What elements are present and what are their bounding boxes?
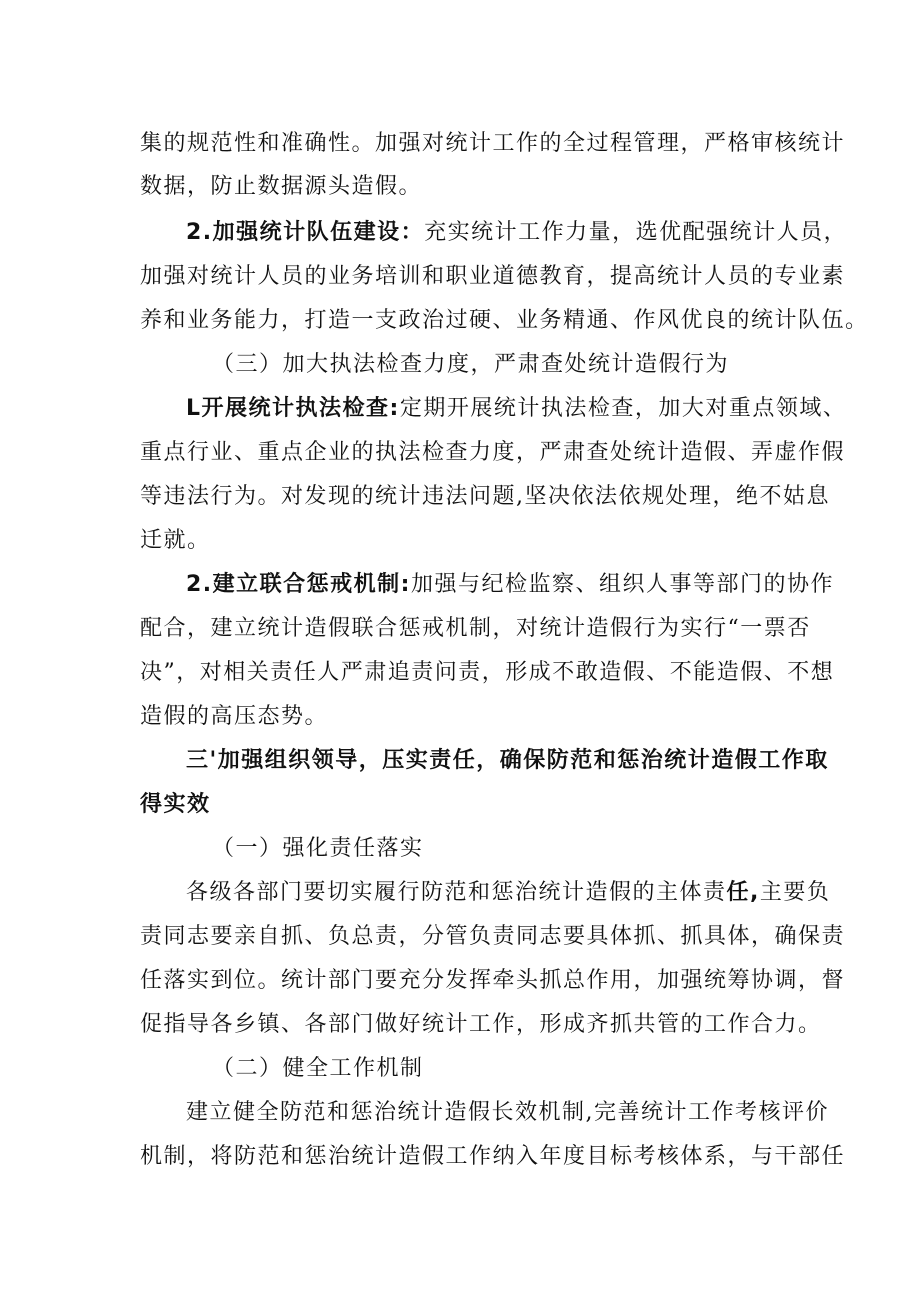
body-line: 决”，对相关责任人严肃追责问责，形成不敢造假、不能造假、不想 (140, 660, 835, 685)
chapter-heading: 三'加强组织领导，压实责任，确保防范和惩治统计造假工作取 (186, 748, 829, 773)
body-line: 机制，将防范和惩治统计造假工作纳入年度目标考核体系，与干部任 (140, 1144, 846, 1169)
body-line: 建立健全防范和惩治统计造假长效机制,完善统计工作考核评价 (186, 1100, 829, 1125)
body-line: 迁就。 (140, 528, 211, 553)
body-line: 任落实到位。统计部门要充分发挥牵头抓总作用，加强统筹协调，督 (140, 968, 846, 993)
body-line: 配合，建立统计造假联合惩戒机制，对统计造假行为实行“一票否 (140, 616, 811, 641)
body-line: 加强对统计人员的业务培训和职业道德教育，提高统计人员的专业素 (140, 264, 846, 289)
body-line: 等违法行为。对发现的统计违法问题,坚决依法依规处理，绝不姑息 (140, 484, 830, 509)
body-line: 促指导各乡镇、各部门做好统计工作，形成齐抓共管的工作合力。 (140, 1012, 822, 1037)
section-heading-2: （二）健全工作机制 (212, 1056, 424, 1081)
subsection-heading-line: 2.加强统计队伍建设：充实统计工作力量，选优配强统计人员， (186, 220, 848, 245)
body-line: 集的规范性和准确性。加强对统计工作的全过程管理，严格审核统计 (140, 131, 846, 156)
subsection-heading: L开展统计执法检查: (186, 396, 400, 421)
body-line: 责同志要亲自抓、负总责，分管负责同志要具体抓、抓具体，确保责 (140, 924, 846, 949)
body-line: 数据，防止数据源头造假。 (140, 174, 423, 199)
subsection-heading-line: L开展统计执法检查:定期开展统计执法检查，加大对重点领域、 (186, 396, 847, 421)
body-line: 造假的高压态势。 (140, 704, 329, 729)
body-line: 养和业务能力，打造一支政治过硬、业务精通、作风优良的统计队伍。 (140, 308, 869, 333)
section-heading-3: （三）加大执法检查力度，严肃查处统计造假行为 (212, 352, 730, 377)
subsection-heading: 2.建立联合惩戒机制: (186, 572, 411, 597)
subsection-heading-line: 2.建立联合惩戒机制:加强与纪检监察、组织人事等部门的协作 (186, 572, 834, 597)
body-line: 各级各部门要切实履行防范和惩治统计造假的主体责任,主要负 (186, 880, 831, 905)
chapter-heading: 得实效 (140, 792, 211, 817)
body-line: 重点行业、重点企业的执法检查力度，严肃查处统计造假、弄虚作假 (140, 440, 846, 465)
subsection-heading: 2.加强统计队伍建设： (186, 220, 425, 245)
section-heading-1: （一）强化责任落实 (212, 836, 424, 861)
